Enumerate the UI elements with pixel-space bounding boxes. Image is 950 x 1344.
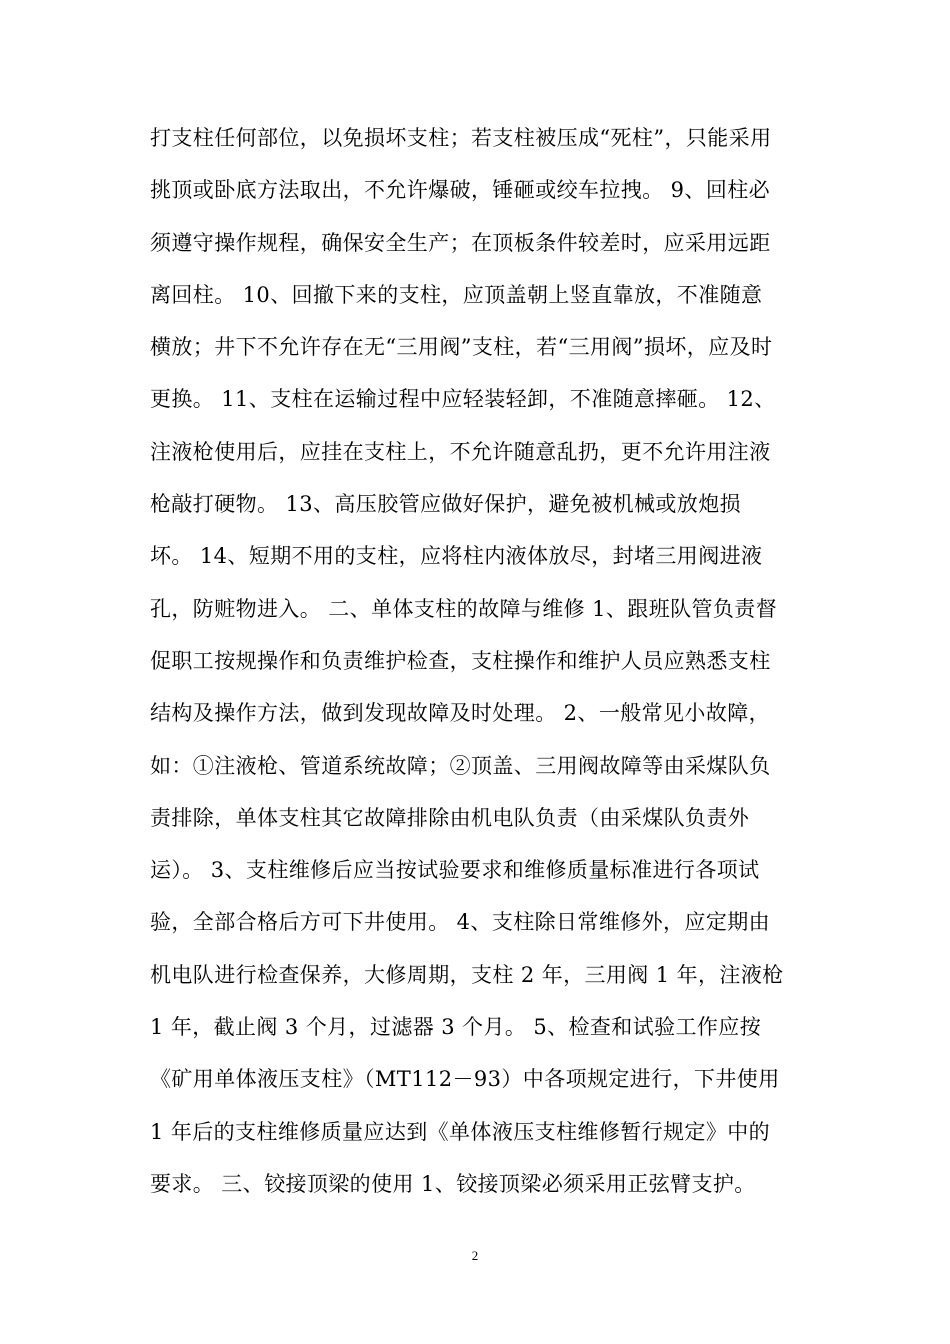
text-line: 《矿用单体液压支柱》（MT112－93）中各项规定进行，下井使用 <box>150 1067 780 1092</box>
text-line: 要求。 三、铰接顶梁的使用 1、铰接顶梁必须采用正弦臂支护。 <box>150 1171 756 1196</box>
text-line: 验，全部合格后方可下井使用。 4、支柱除日常维修外，应定期由 <box>150 910 771 935</box>
text-line: 挑顶或卧底方法取出，不允许爆破，锤砸或绞车拉拽。 9、回柱必 <box>150 178 771 203</box>
text-line: 注液枪使用后，应挂在支柱上，不允许随意乱扔，更不允许用注液 <box>150 439 771 464</box>
page-number: 2 <box>471 1248 479 1263</box>
text-line: 离回柱。 10、回撤下来的支柱，应顶盖朝上竖直靠放，不准随意 <box>150 282 763 307</box>
text-line: 结构及操作方法，做到发现故障及时处理。 2、一般常见小故障， <box>150 701 771 726</box>
text-line: 责排除，单体支柱其它故障排除由机电队负责（由采煤队负责外 <box>150 805 750 830</box>
text-line: 更换。 11、支柱在运输过程中应轻装轻卸，不准随意摔砸。 12、 <box>150 387 776 412</box>
text-line: 打支柱任何部位，以免损坏支柱；若支柱被压成“死柱”，只能采用 <box>150 126 772 150</box>
text-line: 1 年后的支柱维修质量应达到《单体液压支柱维修暂行规定》中的 <box>150 1119 771 1144</box>
text-line: 坏。 14、短期不用的支柱，应将柱内液体放尽，封堵三用阀进液 <box>150 544 763 569</box>
text-line: 机电队进行检查保养，大修周期，支柱 2 年，三用阀 1 年，注液枪 <box>150 962 784 987</box>
text-line: 枪敲打硬物。 13、高压胶管应做好保护，避免被机械或放炮损 <box>150 492 741 517</box>
text-line: 运）。 3、支柱维修后应当按试验要求和维修质量标准进行各项试 <box>150 858 760 883</box>
text-line: 1 年，截止阀 3 个月，过滤器 3 个月。 5、检查和试验工作应按 <box>150 1015 762 1040</box>
text-line: 促职工按规操作和负责维护检查，支柱操作和维护人员应熟悉支柱 <box>150 648 771 673</box>
text-line: 横放；井下不允许存在无“三用阀”支柱，若“三用阀”损坏，应及时 <box>150 335 773 360</box>
body-text <box>150 112 810 1210</box>
text-line: 如：①注液枪、管道系统故障；②顶盖、三用阀故障等由采煤队负 <box>150 753 771 778</box>
text-line: 孔，防赃物进入。 二、单体支柱的故障与维修 1、跟班队管负责督 <box>150 596 778 621</box>
text-line: 须遵守操作规程，确保安全生产；在顶板条件较差时，应采用远距 <box>150 230 771 255</box>
